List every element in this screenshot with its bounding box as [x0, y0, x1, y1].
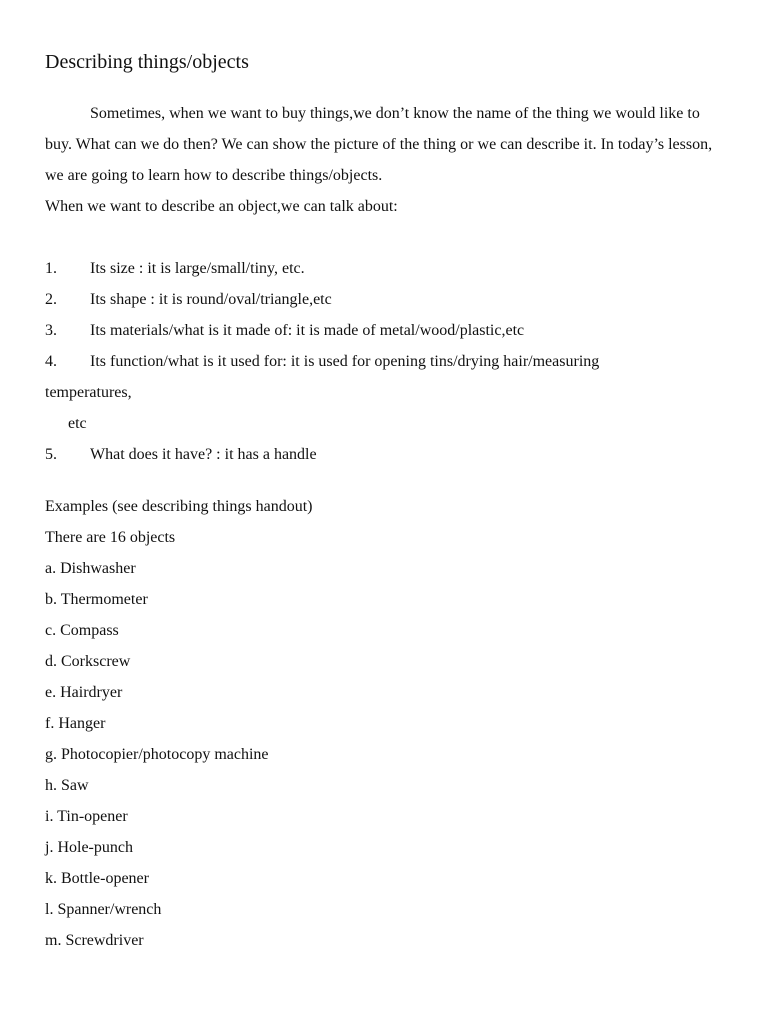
list-text: Its shape : it is round/oval/triangle,etc — [90, 291, 332, 308]
object-item: d. Corkscrew — [45, 653, 131, 670]
list-text: What does it have? : it has a handle — [90, 446, 317, 463]
spacer — [45, 470, 725, 491]
object-item: j. Hole-punch — [45, 839, 133, 856]
object-item: a. Dishwasher — [45, 560, 136, 577]
list-item-continuation: etc — [68, 415, 87, 432]
list-number: 1. — [45, 260, 57, 277]
document-title: Describing things/objects — [45, 51, 249, 73]
object-item: m. Screwdriver — [45, 932, 144, 949]
list-item — [45, 346, 725, 377]
examples-heading: Examples (see describing things handout) — [45, 498, 313, 515]
list-text: Its function/what is it used for: it is used for opening tins/drying hair/measuring — [90, 353, 600, 370]
objects-list — [45, 553, 725, 956]
object-item: g. Photocopier/photocopy machine — [45, 746, 269, 763]
list-number: 2. — [45, 291, 57, 308]
describe-list — [45, 253, 725, 470]
list-number: 5. — [45, 446, 57, 463]
object-item: i. Tin-opener — [45, 808, 128, 825]
intro-paragraph: Sometimes, when we want to buy things,we don’t know the name of the thing we would like to buy. What can we do then? We can show the picture of the thing or we can describe it. In today’s lesson, we are going to learn how to describe things/objects. — [45, 105, 713, 184]
object-item: h. Saw — [45, 777, 89, 794]
list-item — [45, 284, 725, 315]
object-item: k. Bottle-opener — [45, 870, 149, 887]
object-item: e. Hairdryer — [45, 684, 123, 701]
list-item — [45, 253, 725, 284]
list-number: 3. — [45, 322, 57, 339]
object-item: b. Thermometer — [45, 591, 148, 608]
object-item: l. Spanner/wrench — [45, 901, 162, 918]
list-text: Its size : it is large/small/tiny, etc. — [90, 260, 305, 277]
list-item — [45, 315, 725, 346]
document-body — [45, 98, 725, 956]
object-count: There are 16 objects — [45, 529, 176, 546]
object-item: f. Hanger — [45, 715, 106, 732]
lead-sentence: When we want to describe an object,we can talk about: — [45, 198, 398, 215]
list-item — [45, 439, 725, 470]
list-text: Its materials/what is it made of: it is made of metal/wood/plastic,etc — [90, 322, 525, 339]
list-number: 4. — [45, 353, 57, 370]
list-item-continuation: temperatures, — [45, 384, 132, 401]
spacer — [45, 222, 725, 253]
object-item: c. Compass — [45, 622, 119, 639]
